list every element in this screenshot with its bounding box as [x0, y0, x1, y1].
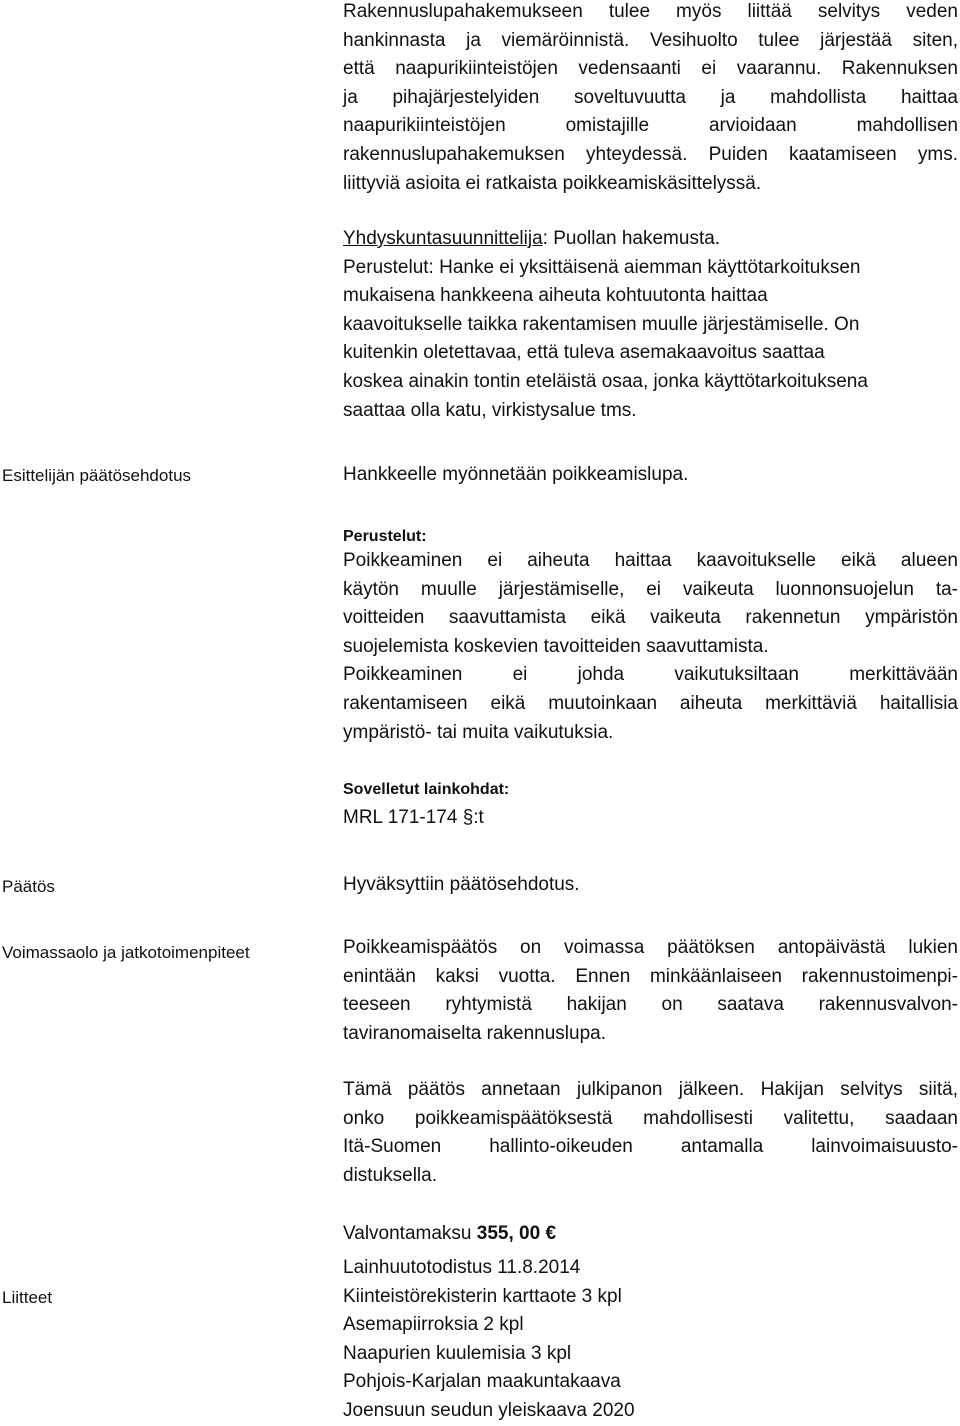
- planner-line: koskea ainakin tontin eteläistä osaa, jonka käyttötarkoituksena: [343, 370, 868, 392]
- intro-line: rakennuslupahakemuksen yhteydessä. Puiden kaatamiseen yms.: [343, 143, 958, 165]
- fee-amount: 355, 00 €: [476, 1223, 557, 1244]
- planner-line: kuitenkin oletettavaa, että tuleva asemakaavoitus saattaa: [343, 342, 825, 364]
- validity-line: teeseen ryhtymistä hakijan on saatava rakennusvalvon-: [343, 994, 958, 1016]
- planner-title: Yhdyskuntasuunnittelija: [343, 228, 543, 249]
- reasons-paragraph: [343, 547, 958, 747]
- attachments-label: Liitteet: [2, 1288, 53, 1307]
- reasons-line: suojelemista koskevien tavoitteiden saavuttamista.: [343, 635, 769, 657]
- intro-line: hankinnasta ja viemäröinnistä. Vesihuolto tulee järjestää siten,: [343, 29, 958, 51]
- planner-line: kaavoitukselle taikka rakentamisen muulle järjestämiselle. On: [343, 313, 860, 335]
- attachment-item: Asemapiirroksia 2 kpl: [343, 1314, 524, 1336]
- intro-line: liittyviä asioita ei ratkaista poikkeamiskäsittelyssä.: [343, 172, 762, 194]
- law-heading: Sovelletut lainkohdat:: [343, 781, 510, 798]
- intro-line: Rakennuslupahakemukseen tulee myös liittää selvitys veden: [343, 1, 958, 22]
- intro-line: naapurikiinteistöjen omistajille arvioidaan mahdollisen: [343, 115, 958, 137]
- reasons-line: rakentamiseen eikä muutoinkaan aiheuta merkittäviä haitallisia: [343, 692, 958, 714]
- attachment-item: Pohjois-Karjalan maakuntakaava: [343, 1371, 621, 1393]
- validity-line: Tämä päätös annetaan julkipanon jälkeen. Hakijan selvitys siitä,: [343, 1079, 958, 1100]
- attachment-item: Kiinteistörekisterin karttaote 3 kpl: [343, 1285, 622, 1307]
- validity-line: distuksella.: [343, 1164, 437, 1186]
- validity-line: Itä-Suomen hallinto-oikeuden antamalla lainvoimaisuusto-: [343, 1136, 958, 1158]
- validity-line: Poikkeamispäätös on voimassa päätöksen antopäivästä lukien: [343, 937, 958, 958]
- validity-paragraph-2: [343, 1076, 958, 1190]
- intro-paragraph: [343, 0, 958, 198]
- law-text: MRL 171-174 §:t: [343, 807, 484, 828]
- reasons-line: voitteiden saavuttamista eikä vaikeuta rakennetun ympäristön: [343, 607, 958, 629]
- attachment-item: Lainhuutotodistus 11.8.2014: [343, 1257, 581, 1278]
- planner-line: saattaa olla katu, virkistysalue tms.: [343, 399, 637, 421]
- decision-text: Hyväksyttiin päätösehdotus.: [343, 874, 580, 895]
- reasons-heading: Perustelut:: [343, 528, 427, 545]
- validity-label: Voimassaolo ja jatkotoimenpiteet: [2, 943, 250, 962]
- intro-line: ja pihajärjestelyiden soveltuvuutta ja mahdollista haittaa: [343, 86, 958, 108]
- reasons-line: ympäristö- tai muita vaikutuksia.: [343, 721, 614, 743]
- decision-label: Päätös: [2, 877, 55, 896]
- reasons-line: Poikkeaminen ei aiheuta haittaa kaavoitukselle eikä alueen: [343, 550, 958, 571]
- validity-line: onko poikkeamispäätöksestä mahdollisesti valitettu, saadaan: [343, 1107, 958, 1129]
- proposal-text: Hankkeelle myönnetään poikkeamislupa.: [343, 464, 689, 485]
- intro-line: että naapurikiinteistöjen vedensaanti ei vaarannu. Rakennuksen: [343, 58, 958, 80]
- validity-line: enintään kaksi vuotta. Ennen minkäänlaiseen rakennustoimenpi-: [343, 965, 958, 987]
- fee-line: [343, 1220, 958, 1249]
- attachment-item: Naapurien kuulemisia 3 kpl: [343, 1342, 572, 1364]
- reasons-line: käytön muulle järjestämiselle, ei vaikeuta luonnonsuojelun ta-: [343, 578, 958, 600]
- attachments-list: [343, 1254, 958, 1426]
- validity-line: taviranomaiselta rakennuslupa.: [343, 1022, 606, 1044]
- fee-label: Valvontamaksu: [343, 1223, 477, 1244]
- planner-line: mukaisena hankkeena aiheuta kohtuutonta haittaa: [343, 285, 768, 307]
- proposal-label: Esittelijän päätösehdotus: [2, 466, 192, 485]
- reasons-line: Poikkeaminen ei johda vaikutuksiltaan merkittävään: [343, 664, 958, 686]
- validity-paragraph-1: [343, 934, 958, 1048]
- planner-verdict: : Puollan hakemusta.: [542, 228, 721, 249]
- planner-line: Perustelut: Hanke ei yksittäisenä aiemman käyttötarkoituksen: [343, 256, 861, 278]
- planner-statement: [343, 225, 958, 425]
- attachment-item: Joensuun seudun yleiskaava 2020: [343, 1399, 635, 1421]
